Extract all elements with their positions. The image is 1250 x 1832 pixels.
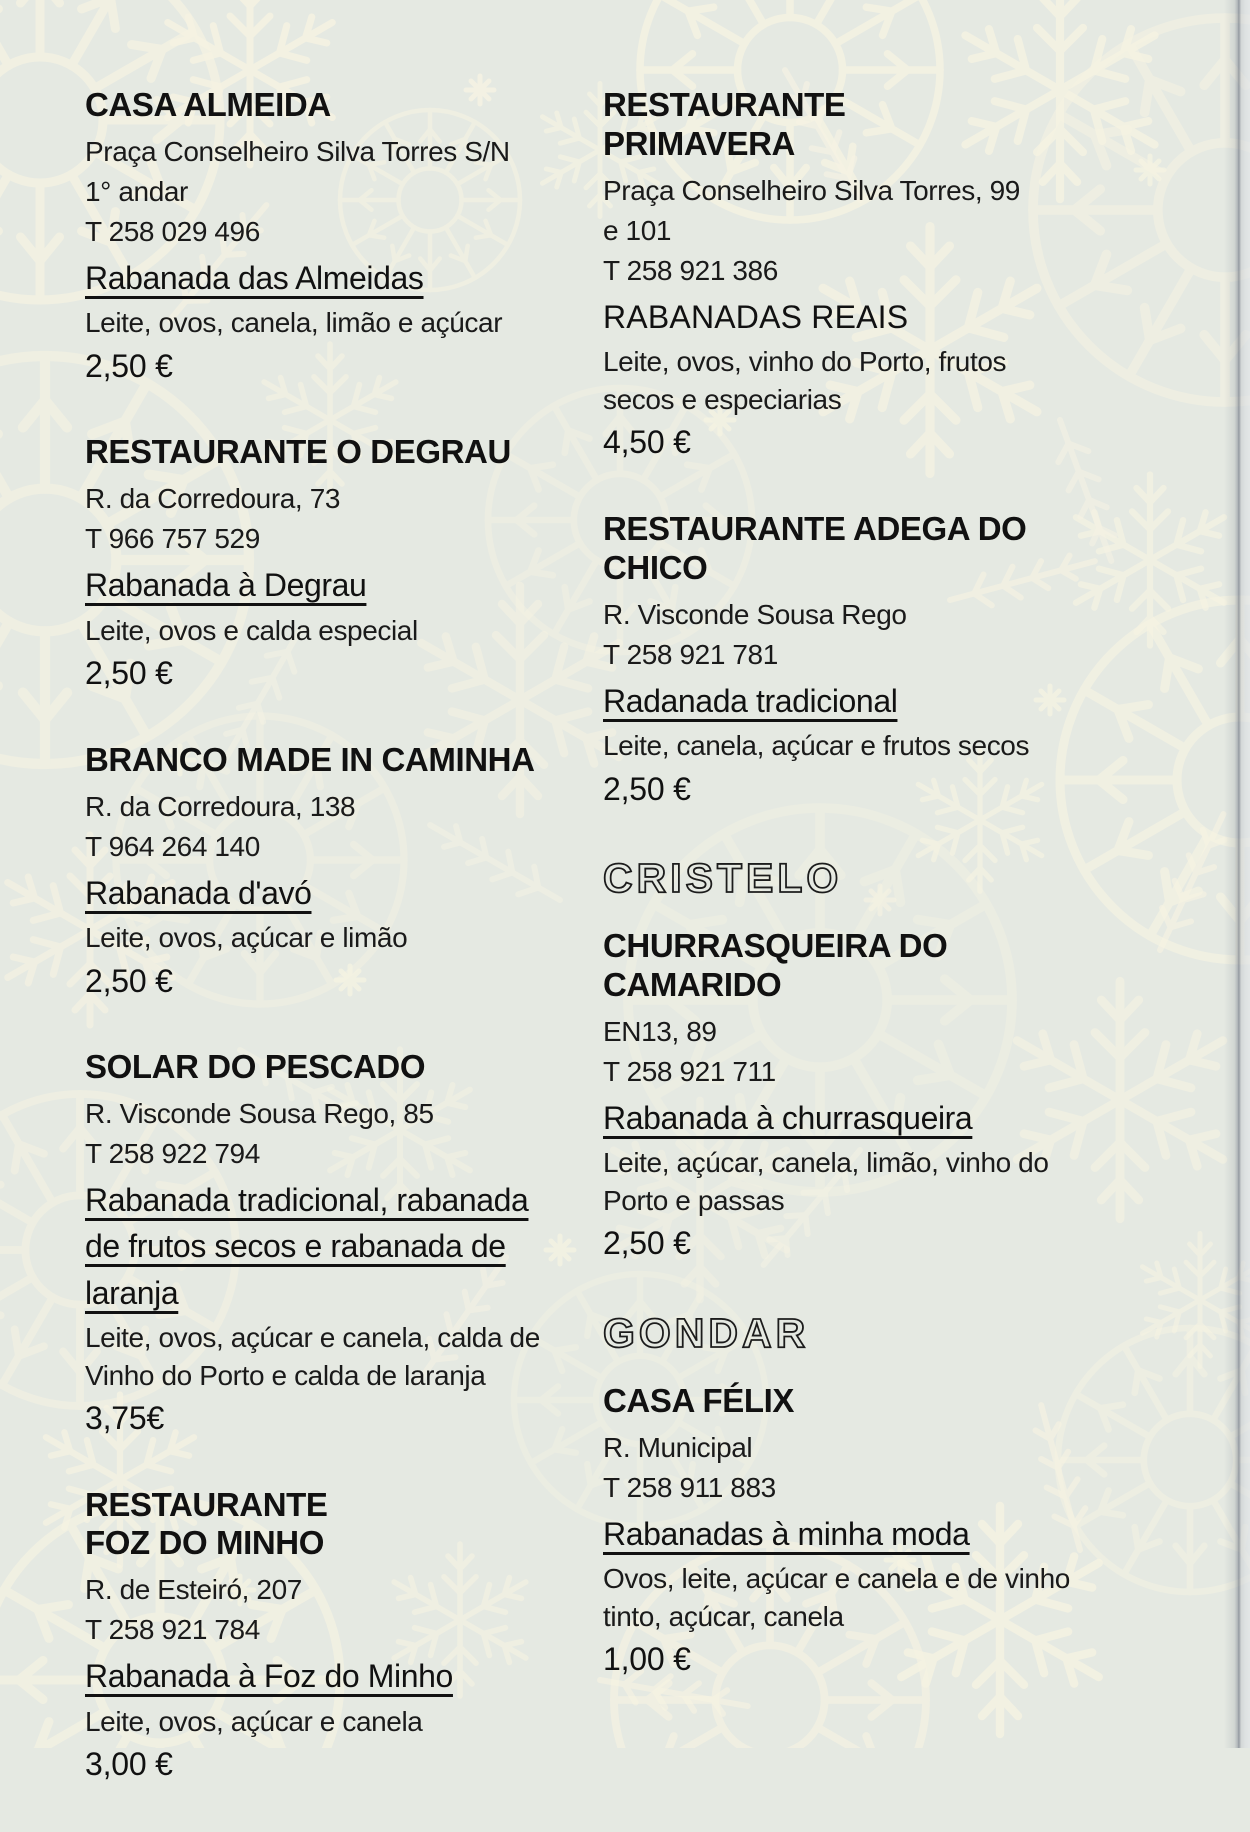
venue-block-primavera bbox=[603, 86, 1083, 466]
venue-address: R. de Esteiró, 207 bbox=[85, 1574, 302, 1606]
menu-content bbox=[85, 86, 1083, 1832]
dish-name: Rabanada tradicional, rabanada de frutos secos e rabanada de laranja bbox=[85, 1181, 529, 1311]
venue-block-casa-almeida bbox=[85, 86, 557, 389]
left-column bbox=[85, 86, 557, 1832]
dish-name: Rabanada à churrasqueira bbox=[603, 1100, 973, 1137]
venue-address: EN13, 89 bbox=[603, 1015, 717, 1047]
venue-block-o-degrau bbox=[85, 433, 557, 696]
dish-ingredients: Leite, ovos, açúcar e limão bbox=[85, 922, 408, 954]
venue-block-foz-do-minho bbox=[85, 1486, 557, 1788]
dish-name: Rabanada à Foz do Minho bbox=[85, 1658, 453, 1695]
dish-price: 2,50 € bbox=[603, 1225, 691, 1262]
dish-price: 2,50 € bbox=[85, 962, 173, 999]
dish-ingredients: Leite, açúcar, canela, limão, vinho do Porto e passas bbox=[603, 1147, 1049, 1216]
venue-phone: T 258 921 386 bbox=[603, 254, 778, 286]
dish-price: 2,50 € bbox=[85, 347, 173, 384]
venue-block-adega-do-chico bbox=[603, 510, 1083, 812]
page-edge-shadow bbox=[1224, 0, 1250, 1748]
venue-block-branco-made-in-caminha bbox=[85, 741, 557, 1004]
venue-name: RESTAURANTE PRIMAVERA bbox=[603, 86, 846, 162]
venue-name: BRANCO MADE IN CAMINHA bbox=[85, 740, 535, 778]
dish-ingredients: Ovos, leite, açúcar e canela e de vinho tinto, açúcar, canela bbox=[603, 1563, 1070, 1632]
venue-address: R. da Corredoura, 73 bbox=[85, 483, 341, 515]
venue-address: R. da Corredoura, 138 bbox=[85, 790, 356, 822]
dish-name: Rabanada d'avó bbox=[85, 874, 312, 911]
venue-name: CHURRASQUEIRA DO CAMARIDO bbox=[603, 927, 948, 1004]
dish-ingredients: Leite, ovos, canela, limão e açúcar bbox=[85, 307, 503, 339]
dish-price: 2,50 € bbox=[603, 770, 691, 807]
dish-price: 3,00 € bbox=[85, 1746, 173, 1783]
venue-name: CASA ALMEIDA bbox=[85, 86, 331, 123]
venue-address: R. Visconde Sousa Rego bbox=[603, 598, 907, 630]
venue-phone: T 964 264 140 bbox=[85, 830, 260, 862]
venue-phone: T 258 921 711 bbox=[603, 1056, 776, 1088]
dish-name: Rabanadas à minha moda bbox=[603, 1515, 970, 1552]
venue-phone: T 258 922 794 bbox=[85, 1137, 260, 1169]
dish-name: Rabanada à Degrau bbox=[85, 567, 367, 604]
dish-price: 4,50 € bbox=[603, 424, 691, 461]
venue-phone: T 258 921 781 bbox=[603, 638, 778, 670]
venue-address-line2: e 101 bbox=[603, 214, 672, 246]
venue-phone: T 258 029 496 bbox=[85, 216, 260, 247]
section-header-gondar: GONDAR bbox=[603, 1309, 810, 1356]
right-column bbox=[603, 86, 1083, 1832]
venue-name: RESTAURANTE ADEGA DO CHICO bbox=[603, 509, 1027, 586]
dish-price: 1,00 € bbox=[603, 1641, 691, 1678]
dish-name: Rabanada das Almeidas bbox=[85, 260, 424, 297]
dish-ingredients: Leite, canela, açúcar e frutos secos bbox=[603, 730, 1030, 762]
venue-name: RESTAURANTE FOZ DO MINHO bbox=[85, 1485, 328, 1562]
venue-block-casa-felix bbox=[603, 1382, 1083, 1683]
venue-phone: T 258 921 784 bbox=[85, 1614, 260, 1646]
venue-block-solar-do-pescado bbox=[85, 1048, 557, 1442]
dish-ingredients: Leite, ovos e calda especial bbox=[85, 614, 418, 646]
dish-price: 2,50 € bbox=[85, 655, 173, 692]
venue-phone: T 966 757 529 bbox=[85, 523, 260, 555]
venue-name: CASA FÉLIX bbox=[603, 1381, 794, 1419]
venue-name: RESTAURANTE O DEGRAU bbox=[85, 433, 511, 471]
dish-ingredients: Leite, ovos, açúcar e canela, calda de Vinho do Porto e calda de laranja bbox=[85, 1322, 540, 1391]
dish-ingredients: Leite, ovos, vinho do Porto, frutos secos e especiarias bbox=[603, 346, 1007, 415]
venue-address: R. Visconde Sousa Rego, 85 bbox=[85, 1097, 434, 1129]
venue-address: Praça Conselheiro Silva Torres S/N bbox=[85, 135, 510, 167]
section-header-cristelo: CRISTELO bbox=[603, 855, 843, 902]
dish-price: 3,75€ bbox=[85, 1400, 165, 1437]
venue-address-line2: 1° andar bbox=[85, 175, 188, 207]
venue-block-churrasqueira-do-camarido bbox=[603, 927, 1083, 1267]
dish-name: RABANADAS REAIS bbox=[603, 298, 909, 335]
venue-address: Praça Conselheiro Silva Torres, 99 bbox=[603, 174, 1020, 206]
venue-name: SOLAR DO PESCADO bbox=[85, 1047, 426, 1085]
venue-phone: T 258 911 883 bbox=[603, 1471, 776, 1503]
dish-name: Radanada tradicional bbox=[603, 682, 898, 719]
dish-ingredients: Leite, ovos, açúcar e canela bbox=[85, 1705, 423, 1737]
venue-address: R. Municipal bbox=[603, 1431, 753, 1463]
